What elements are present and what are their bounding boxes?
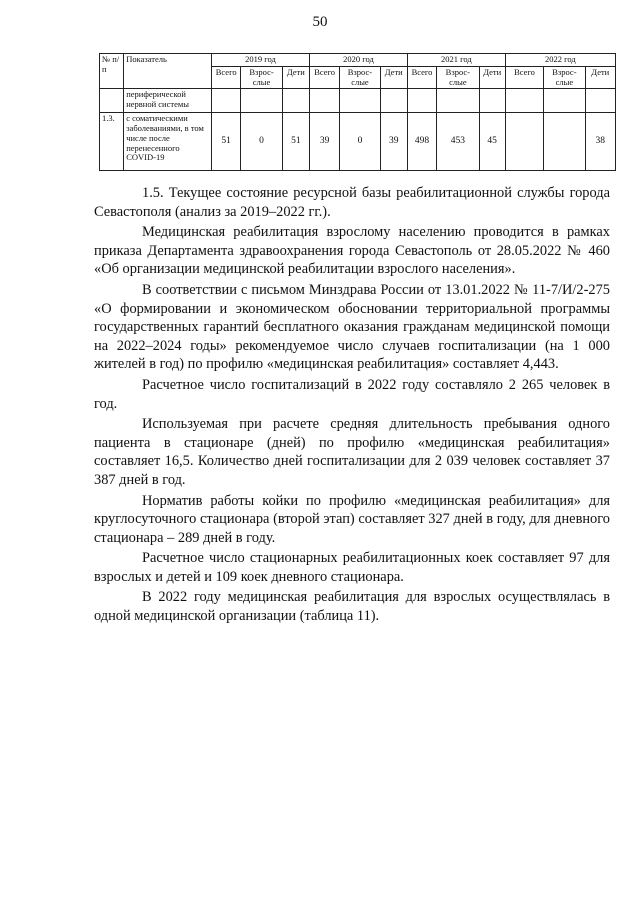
cell: 453 xyxy=(437,113,479,171)
cell: 39 xyxy=(309,113,339,171)
cell: 498 xyxy=(407,113,436,171)
cell: 0 xyxy=(241,113,282,171)
paragraph: В 2022 году медицинская реабилитация для взрослых осуществлялась в одной медицинской организации (таблица 11). xyxy=(94,589,610,625)
row-label: периферической нервной системы xyxy=(124,89,212,113)
subheader-total: Всего xyxy=(505,66,543,89)
subheader-total: Всего xyxy=(212,66,241,89)
subheader-children: Дети xyxy=(380,66,407,89)
cell: 0 xyxy=(340,113,380,171)
cell xyxy=(282,89,309,113)
cell xyxy=(241,89,282,113)
row-num: 1.3. xyxy=(100,113,124,171)
subheader-adults: Взрос-слые xyxy=(437,66,479,89)
cell: 45 xyxy=(479,113,505,171)
cell: 51 xyxy=(282,113,309,171)
cell xyxy=(585,89,615,113)
header-num: № п/п xyxy=(100,54,124,89)
subheader-children: Дети xyxy=(479,66,505,89)
cell: 51 xyxy=(212,113,241,171)
paragraph: Используемая при расчете средняя длительность пребывания одного пациента в стационаре (дней) по профилю «медицинская реабилитация» составляет 16,5. Количество дней госпитализации для 2 039 человек составляет 37 387 дней в год. xyxy=(94,416,610,488)
cell xyxy=(544,113,585,171)
paragraph: Норматив работы койки по профилю «медицинская реабилитация» для круглосуточного стационара (второй этап) составляет 327 дней в году, для дневного стационара – 289 дней в году. xyxy=(94,492,610,546)
cell: 38 xyxy=(585,113,615,171)
body-text xyxy=(94,184,610,628)
cell xyxy=(340,89,380,113)
header-year-2019: 2019 год xyxy=(212,54,310,67)
paragraph: В соответствии с письмом Минздрава России от 13.01.2022 № 11-7/И/2-275 «О формировании и экономическом обосновании территориальной программы государственных гарантий бесплатного оказания гражданам медицинской помощи на 2022–2024 годы» рекомендуемое число случаев госпитализации (на 1 000 жителей в год) по профилю «медицинская реабилитация» составляет 4,443. xyxy=(94,281,610,373)
row-num xyxy=(100,89,124,113)
header-year-2021: 2021 год xyxy=(407,54,505,67)
page-number: 50 xyxy=(312,14,328,30)
paragraph: Медицинская реабилитация взрослому населению проводится в рамках приказа Департамента здравоохранения города Севастополь от 28.05.2022 № 460 «Об организации медицинской реабилитации взрослого населения». xyxy=(94,224,610,278)
row-label: с соматическими заболеваниями, в том числе после перенесенного COVID-19 xyxy=(124,113,212,171)
cell xyxy=(479,89,505,113)
table-row xyxy=(100,113,616,171)
cell xyxy=(544,89,585,113)
cell: 39 xyxy=(380,113,407,171)
cell xyxy=(407,89,436,113)
header-year-2020: 2020 год xyxy=(309,54,407,67)
header-indicator: Показатель xyxy=(124,54,212,89)
paragraph: Расчетное число стационарных реабилитационных коек составляет 97 для взрослых и детей и 109 коек дневного стационара. xyxy=(94,550,610,585)
subheader-total: Всего xyxy=(407,66,436,89)
subheader-total: Всего xyxy=(309,66,339,89)
paragraph: Расчетное число госпитализаций в 2022 году составляло 2 265 человек в год. xyxy=(94,376,610,412)
subheader-adults: Взрос-слые xyxy=(340,66,380,89)
header-year-2022: 2022 год xyxy=(505,54,615,67)
cell xyxy=(380,89,407,113)
section-heading: 1.5. Текущее состояние ресурсной базы реабилитационной службы города Севастополя (анализ за 2019–2022 гг.). xyxy=(94,185,610,220)
subheader-children: Дети xyxy=(585,66,615,89)
table-header-row xyxy=(100,54,616,67)
subheader-adults: Взрос-слые xyxy=(544,66,585,89)
cell xyxy=(505,89,543,113)
statistics-table xyxy=(99,53,616,171)
cell xyxy=(505,113,543,171)
cell xyxy=(212,89,241,113)
cell xyxy=(309,89,339,113)
subheader-children: Дети xyxy=(282,66,309,89)
cell xyxy=(437,89,479,113)
table-row xyxy=(100,89,616,113)
subheader-adults: Взрос-слые xyxy=(241,66,282,89)
